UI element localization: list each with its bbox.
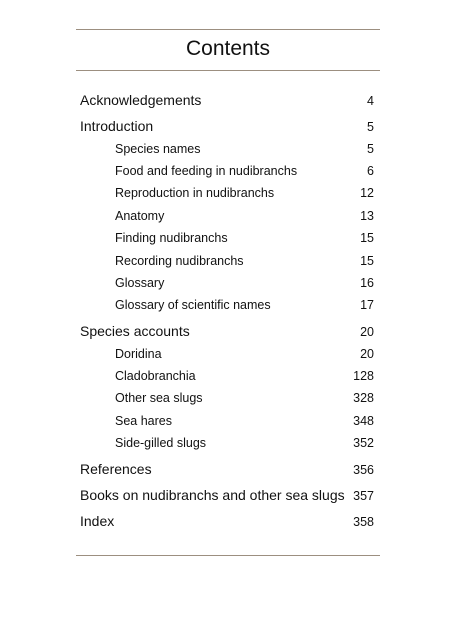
toc-entry-page: 20 [360, 325, 374, 339]
toc-entry-page: 348 [353, 414, 374, 428]
toc-entry-reproduction[interactable] [115, 185, 374, 201]
toc-entry-label: References [80, 461, 152, 477]
toc-entry-page: 4 [367, 94, 374, 108]
toc-entry-page: 15 [360, 254, 374, 268]
toc-entry-glossary-scientific-names[interactable] [115, 297, 374, 313]
toc-entry-species-names[interactable] [115, 141, 374, 157]
toc-entry-label: Side-gilled slugs [115, 436, 207, 450]
toc-entry-label: Reproduction in nudibranchs [115, 186, 275, 200]
toc-entry-page: 17 [360, 298, 374, 312]
toc-entry-references[interactable] [80, 460, 374, 479]
toc-entry-label: Doridina [115, 347, 162, 361]
toc-entry-page: 6 [367, 164, 374, 178]
toc-entry-label: Food and feeding in nudibranchs [115, 164, 298, 178]
toc-entry-page: 5 [367, 142, 374, 156]
toc-entry-label: Species accounts [80, 323, 190, 339]
toc-entry-label: Cladobranchia [115, 369, 196, 383]
toc-entry-label: Sea hares [115, 414, 172, 428]
toc-entry-page: 128 [353, 369, 374, 383]
toc-entry-label: Glossary [115, 276, 165, 290]
toc-entry-label: Anatomy [115, 209, 165, 223]
toc-entry-species-accounts[interactable] [80, 322, 374, 341]
toc-entry-other-sea-slugs[interactable] [115, 390, 374, 406]
toc-entry-page: 13 [360, 209, 374, 223]
toc-entry-page: 15 [360, 231, 374, 245]
toc-entry-page: 16 [360, 276, 374, 290]
toc-entry-label: Index [80, 513, 115, 529]
toc-entry-label: Books on nudibranchs and other sea slugs [80, 487, 345, 503]
toc-entry-food-and-feeding[interactable] [115, 163, 374, 179]
toc-entry-label: Acknowledgements [80, 92, 202, 108]
toc-entry-page: 357 [353, 489, 374, 503]
toc-entry-anatomy[interactable] [115, 208, 374, 224]
toc-entry-index[interactable] [80, 512, 374, 531]
bottom-rule [76, 555, 380, 556]
toc-entry-label: Introduction [80, 118, 154, 134]
toc-entry-recording-nudibranchs[interactable] [115, 253, 374, 269]
toc-entry-page: 12 [360, 186, 374, 200]
toc-entry-finding-nudibranchs[interactable] [115, 230, 374, 246]
toc-entry-cladobranchia[interactable] [115, 368, 374, 384]
toc-entry-acknowledgements[interactable] [80, 91, 374, 110]
page-title: Contents [185, 37, 271, 60]
toc-entry-page: 352 [353, 436, 374, 450]
toc-entry-page: 20 [360, 347, 374, 361]
toc-entry-label: Glossary of scientific names [115, 298, 271, 312]
toc-entry-glossary[interactable] [115, 275, 374, 291]
toc-entry-books[interactable] [80, 486, 374, 505]
toc-entry-label: Species names [115, 142, 201, 156]
toc-entry-label: Finding nudibranchs [115, 231, 228, 245]
toc-entry-page: 358 [353, 515, 374, 529]
toc-entry-page: 328 [353, 391, 374, 405]
toc-entry-doridina[interactable] [115, 346, 374, 362]
toc-entry-side-gilled-slugs[interactable] [115, 435, 374, 451]
toc-entry-page: 356 [353, 463, 374, 477]
toc-entry-sea-hares[interactable] [115, 413, 374, 429]
toc-entry-introduction[interactable] [80, 117, 374, 136]
toc-entry-label: Recording nudibranchs [115, 254, 244, 268]
toc-entry-label: Other sea slugs [115, 391, 203, 405]
toc-entry-page: 5 [367, 120, 374, 134]
